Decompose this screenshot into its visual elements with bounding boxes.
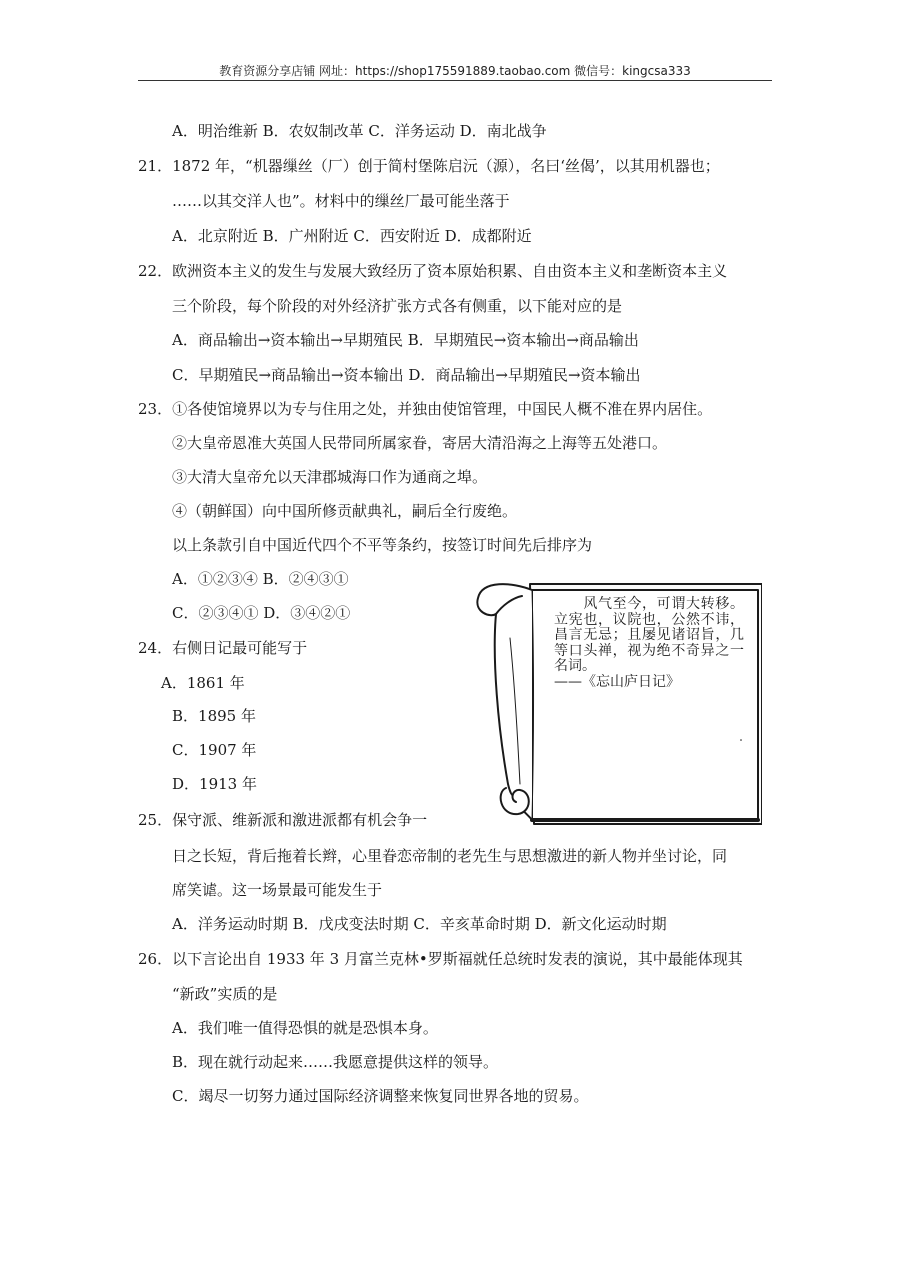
q22-stem-line-1: 22．欧洲资本主义的发生与发展大致经历了资本原始积累、自由资本主义和垄断资本主义 (138, 262, 728, 280)
page-header: 教育资源分享店铺 网址：https://shop175591889.taobao.com 微信号：kingcsa333 (219, 64, 691, 78)
header-divider (138, 80, 772, 81)
q21-stem-line-1: 21．1872 年，“机器缫丝（厂）创于简村堡陈启沅（源），名曰‘丝偈’，以其用机器也； (138, 157, 720, 175)
diary-source: ——《忘山庐日记》 (554, 673, 680, 690)
q23-options-cd: C．②③④① D．③④②① (172, 604, 351, 622)
q26-option-c: C．竭尽一切努力通过国际经济调整来恢复同世界各地的贸易。 (172, 1087, 589, 1105)
q22-options-cd: C．早期殖民→商品输出→资本输出 D．商品输出→早期殖民→资本输出 (172, 366, 641, 384)
q24-option-b: B．1895 年 (172, 707, 256, 725)
q23-stem: 以上条款引自中国近代四个不平等条约，按签订时间先后排序为 (172, 536, 593, 554)
q26-stem-line-2: “新政”实质的是 (172, 985, 278, 1003)
q26-stem-line-1: 26．以下言论出自 1933 年 3 月富兰克林•罗斯福就任总统时发表的演说，其中最能体现其 (138, 950, 743, 968)
q26-option-a: A．我们唯一值得恐惧的就是恐惧本身。 (172, 1019, 438, 1037)
diary-excerpt (554, 597, 744, 690)
q21-options: A．北京附近 B．广州附近 C．西安附近 D．成都附近 (172, 227, 532, 245)
q23-item-2: ②大皇帝恩准大英国人民带同所属家眷，寄居大清沿海之上海等五处港口。 (172, 434, 668, 452)
q24-option-d: D．1913 年 (172, 775, 257, 793)
q25-options: A．洋务运动时期 B．戊戌变法时期 C．辛亥革命时期 D．新文化运动时期 (172, 915, 667, 933)
q23-item-4: ④（朝鲜国）向中国所修贡献典礼，嗣后全行废绝。 (172, 502, 518, 520)
q23-item-3: ③大清大皇帝允以天津郡城海口作为通商之埠。 (172, 468, 488, 486)
q24-stem: 24．右侧日记最可能写于 (138, 639, 308, 657)
q21-stem-line-2: ……以其交洋人也”。材料中的缫丝厂最可能坐落于 (172, 192, 510, 210)
q26-option-b: B．现在就行动起来……我愿意提供这样的领导。 (172, 1053, 499, 1071)
q24-option-c: C．1907 年 (172, 741, 257, 759)
q25-stem-line-3: 席笑谑。这一场景最可能发生于 (172, 881, 383, 899)
q25-stem-line-2: 日之长短，背后拖着长辫，心里眷恋帝制的老先生与思想激进的新人物并坐讨论，同 (172, 847, 728, 865)
q22-options-ab: A．商品输出→资本输出→早期殖民 B．早期殖民→资本输出→商品输出 (172, 331, 639, 349)
q22-stem-line-2: 三个阶段，每个阶段的对外经济扩张方式各有侧重，以下能对应的是 (172, 297, 623, 315)
q25-stem-line-1: 25．保守派、维新派和激进派都有机会争一 (138, 811, 428, 829)
q23-item-1: 23．①各使馆境界以为专与住用之处，并独由使馆管理，中国民人概不准在界内居住。 (138, 400, 713, 418)
diary-quote: 风气至今，可谓大转移。立宪也，议院也，公然不讳，昌言无忌；且屡见诸诏旨，几等口头禅，视为绝不奇异之一名词。 (554, 596, 744, 674)
q23-options-ab: A．①②③④ B．②④③① (172, 570, 349, 588)
q24-option-a: A．1861 年 (161, 674, 245, 692)
q20-options: A．明治维新 B．农奴制改革 C．洋务运动 D．南北战争 (172, 122, 547, 140)
